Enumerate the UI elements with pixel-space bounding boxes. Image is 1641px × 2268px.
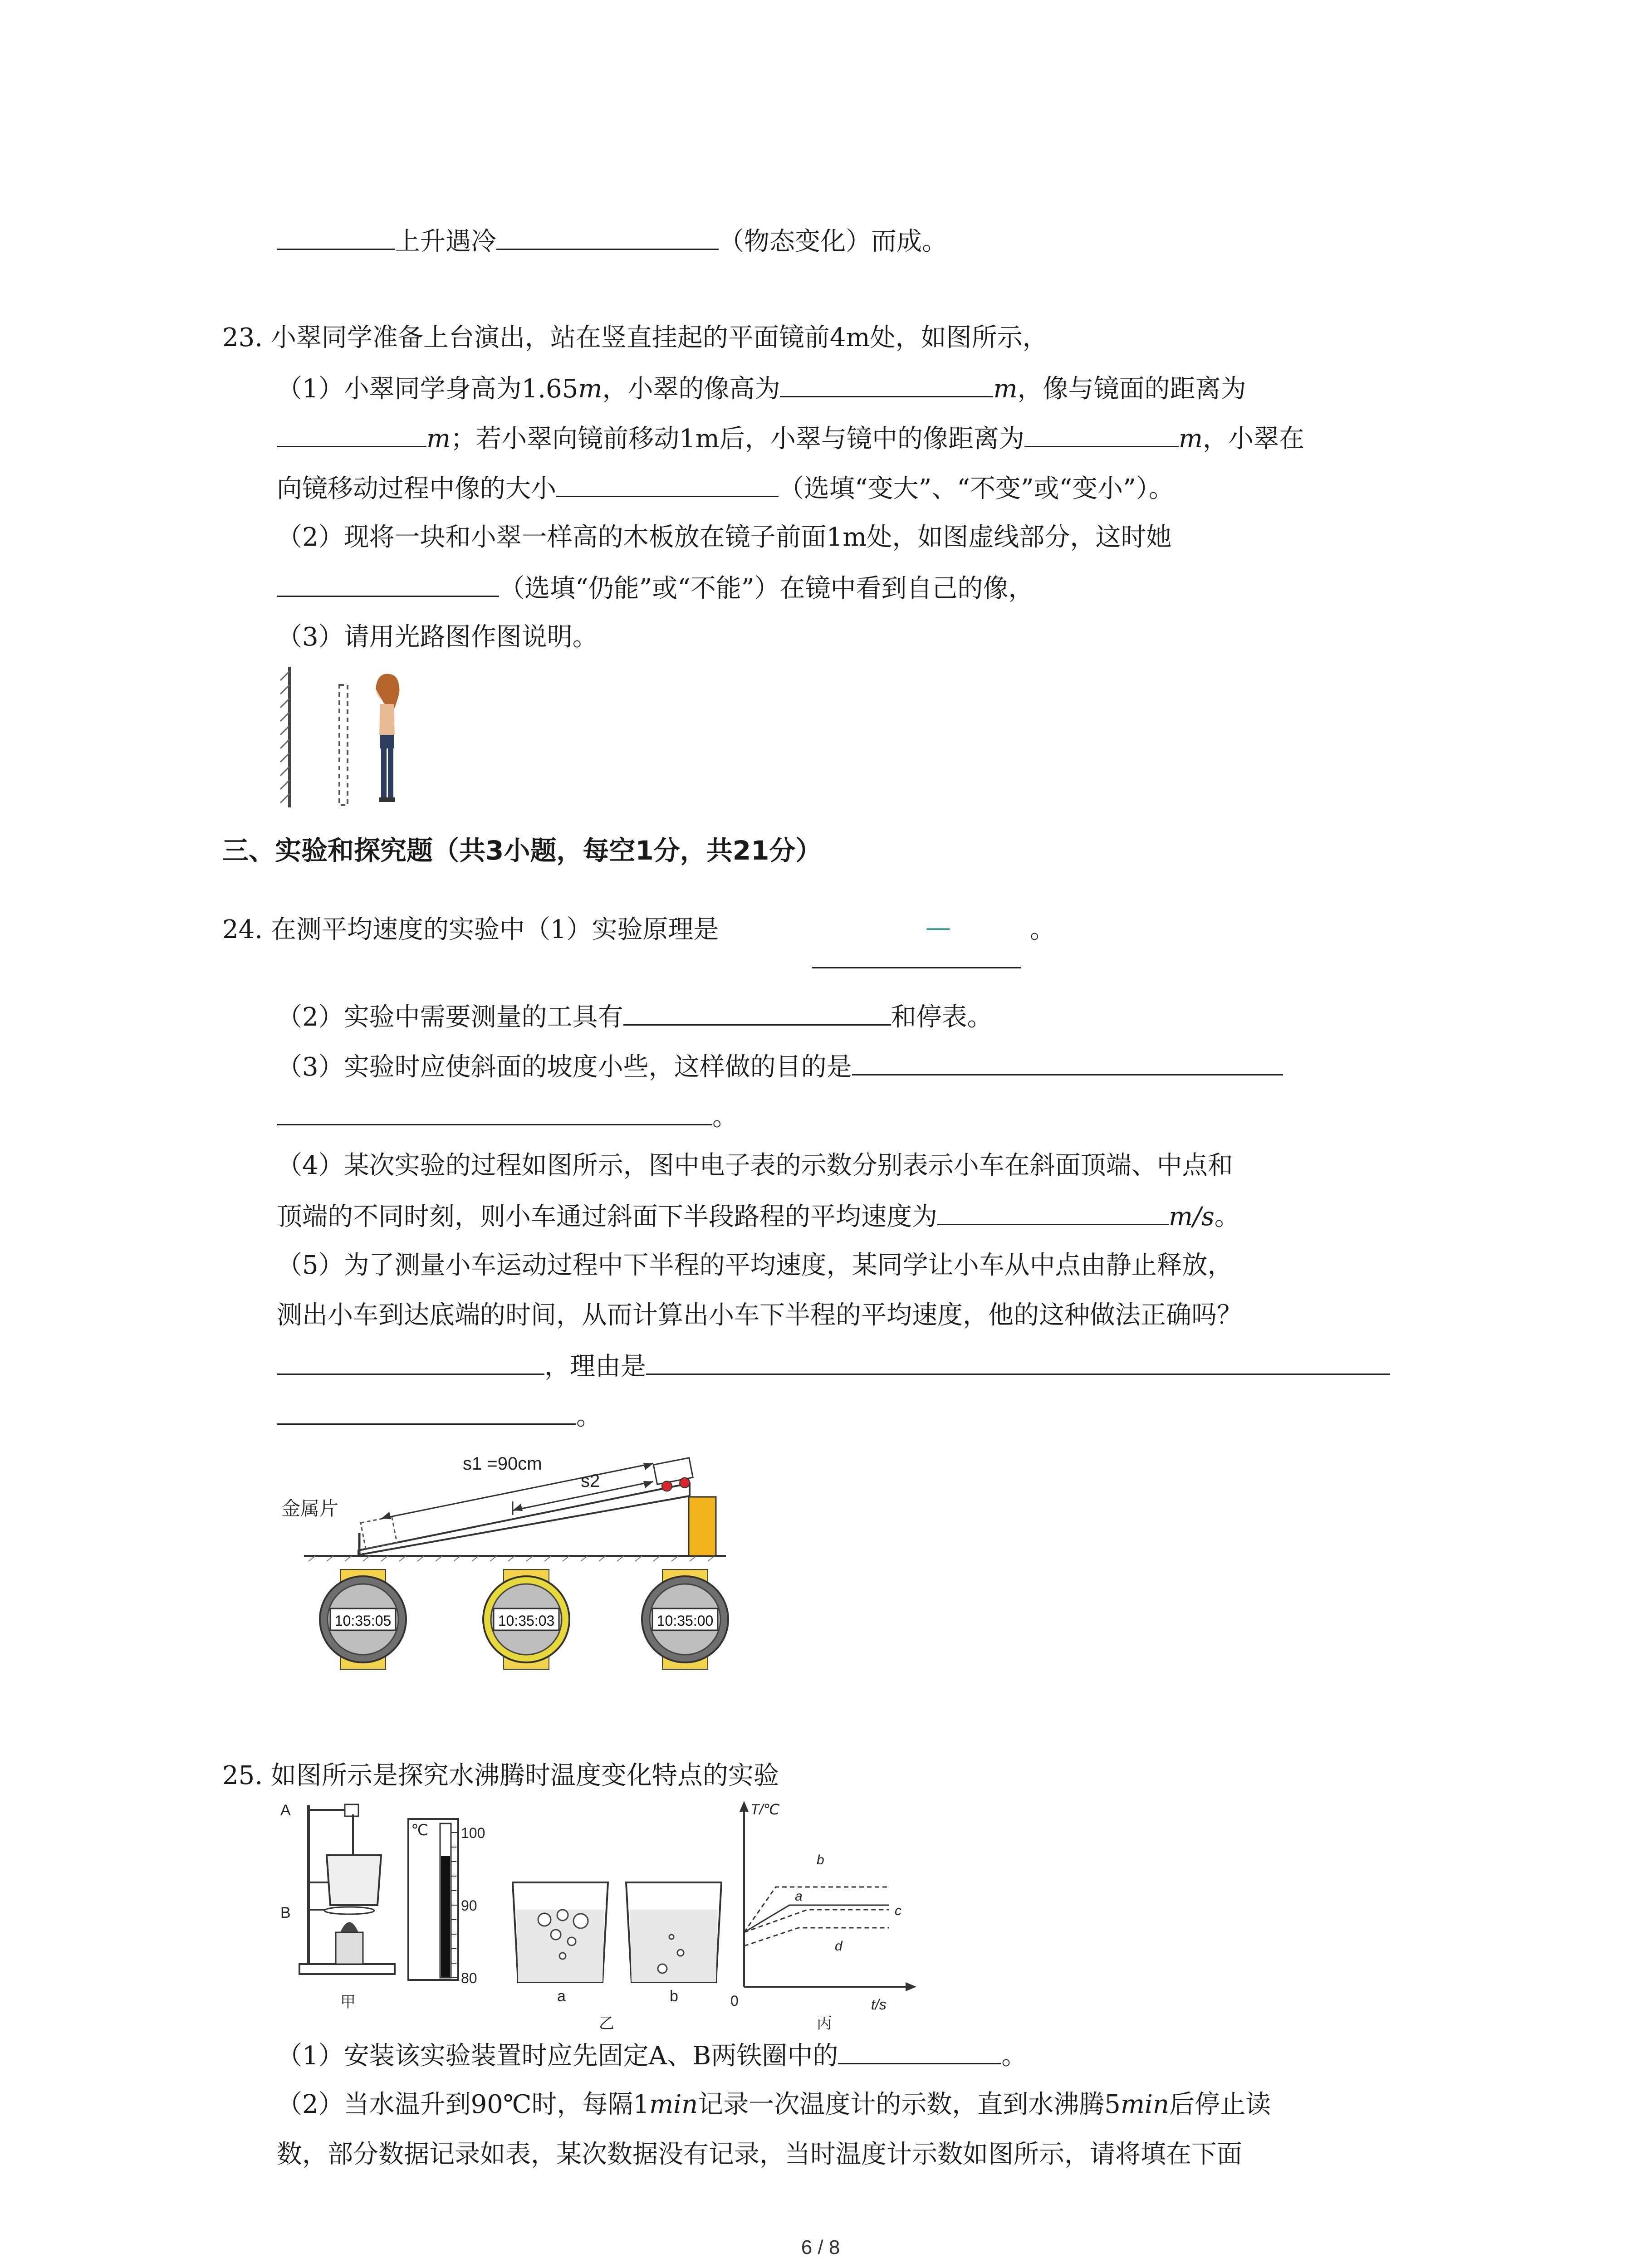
q23-text: 向镜移动过程中像的大小 xyxy=(277,474,556,503)
time-readout-2: 10:35:03 xyxy=(498,1613,555,1629)
unit-min: min xyxy=(649,2090,698,2119)
q25-stem: 25. 如图所示是探究水沸腾时温度变化特点的实验 xyxy=(222,1761,779,1790)
time-readout-3: 10:35:00 xyxy=(656,1613,714,1629)
answer-blank[interactable] xyxy=(1024,420,1179,447)
answer-blank[interactable] xyxy=(277,1397,576,1425)
curve-label-c: c xyxy=(895,1903,901,1918)
fraction-bar: — xyxy=(926,913,951,942)
answer-blank[interactable] xyxy=(852,1048,1283,1075)
q23-part1-line3 xyxy=(277,469,1174,507)
thermometer xyxy=(408,1819,485,1986)
q25-text: （1）安装该实验装置时应先固定A、B两铁圈中的 xyxy=(277,2041,838,2071)
apparatus-jia xyxy=(280,1802,395,2011)
q24-part5-line3 xyxy=(277,1347,1390,1385)
answer-blank[interactable] xyxy=(937,1198,1169,1225)
q25-text: 记录一次温度计的示数，直到水沸腾5 xyxy=(698,2090,1121,2119)
q24-part4-line2 xyxy=(277,1198,1240,1235)
unit-ms: m/s xyxy=(1169,1202,1215,1232)
q23-part1-line1 xyxy=(277,370,1246,407)
graph-origin: 0 xyxy=(730,1993,739,2009)
q24-part5-line2: 测出小车到达底端的时间，从而计算出小车下半程的平均速度，他的这种做法正确吗？ xyxy=(277,1300,1242,1330)
q24-stem xyxy=(222,912,719,948)
unit-m: m xyxy=(426,424,451,454)
q23-part3: （3）请用光路图作图说明。 xyxy=(277,622,598,652)
q24-part5-line1: （5）为了测量小车运动过程中下半程的平均速度，某同学让小车从中点由静止释放， xyxy=(277,1251,1233,1280)
q24-text: 。 xyxy=(1214,1202,1240,1232)
time-readout-1: 10:35:05 xyxy=(334,1613,392,1629)
beaker-b xyxy=(626,1882,721,2005)
support-block xyxy=(689,1497,716,1556)
incline-figure xyxy=(272,1438,753,1692)
q24-text: （3）实验时应使斜面的坡度小些，这样做的目的是 xyxy=(277,1052,852,1082)
wooden-board xyxy=(339,685,348,805)
label-a: a xyxy=(557,1988,566,2005)
q23-part1-line2 xyxy=(277,420,1304,457)
temperature-graph xyxy=(730,1801,916,2032)
q24-text: （2）实验中需要测量的工具有 xyxy=(277,1002,623,1032)
curve-label-d: d xyxy=(835,1939,843,1954)
unit-m: m xyxy=(578,374,603,404)
q24-text: 和停表。 xyxy=(891,1002,993,1032)
answer-blank[interactable] xyxy=(556,469,779,497)
thermometer-unit: ℃ xyxy=(411,1822,429,1839)
q23-part2-line1: （2）现将一块和小翠一样高的木板放在镜子前面1m处，如图虚线部分，这时她 xyxy=(277,523,1172,552)
caption-jia: 甲 xyxy=(340,1994,356,2011)
answer-blank[interactable] xyxy=(277,1098,712,1125)
q24-part2 xyxy=(277,998,993,1036)
q22-text-b: （物态变化）而成。 xyxy=(719,227,947,256)
beaker-a xyxy=(513,1882,608,2005)
graph-x-label: t/s xyxy=(871,1996,887,2013)
q25-text: （2）当水温升到90℃时，每隔1 xyxy=(277,2090,650,2119)
girl-figure xyxy=(376,674,400,802)
q23-text: ，小翠在 xyxy=(1202,424,1304,454)
inclined-plane xyxy=(358,1483,690,1555)
unit-m: m xyxy=(1178,424,1203,454)
answer-blank[interactable] xyxy=(277,420,426,447)
q24-part3 xyxy=(277,1048,1283,1085)
curve-label-b: b xyxy=(817,1853,824,1867)
page-number: 6 / 8 xyxy=(801,2236,840,2258)
label-B: B xyxy=(280,1904,291,1921)
tick-100: 100 xyxy=(461,1825,485,1841)
q22-text-a: 上升遇冷 xyxy=(395,227,496,256)
q24-part3-cont xyxy=(277,1098,738,1135)
q25-text: 。 xyxy=(1001,2041,1027,2071)
q23-text: ；若小翠向镜前移动1m后，小翠与镜中的像距离为 xyxy=(451,424,1024,454)
q24-stem-end: 。 xyxy=(1030,915,1055,944)
answer-blank[interactable] xyxy=(780,370,993,397)
q24-text: 。 xyxy=(712,1102,738,1132)
q24-text: 顶端的不同时刻，则小车通过斜面下半段路程的平均速度为 xyxy=(277,1202,937,1232)
answer-blank[interactable] xyxy=(277,569,499,597)
answer-blank[interactable] xyxy=(277,1347,544,1375)
answer-blank[interactable] xyxy=(623,998,891,1026)
q25-part1 xyxy=(277,2037,1027,2074)
q23-text: （1）小翠同学身高为1.65 xyxy=(277,374,578,404)
label-metal-plate: 金属片 xyxy=(281,1498,339,1519)
boiling-figure xyxy=(272,1796,926,2041)
q22-line xyxy=(277,222,947,260)
q25-part2-line1 xyxy=(277,2087,1271,2123)
label-s2: s2 xyxy=(581,1471,600,1491)
mirror-figure xyxy=(272,662,417,812)
q24-part4-line1: （4）某次实验的过程如图所示，图中电子表的示数分别表示小车在斜面顶端、中点和 xyxy=(277,1151,1233,1180)
unit-min: min xyxy=(1120,2090,1169,2119)
stopwatch-1 xyxy=(320,1569,406,1669)
answer-blank[interactable] xyxy=(496,222,719,250)
q24-text: ，理由是 xyxy=(544,1352,646,1381)
plane-mirror xyxy=(280,667,289,807)
q24-part5-line4 xyxy=(277,1397,602,1435)
graph-y-label: T/℃ xyxy=(750,1801,780,1818)
caption-yi: 乙 xyxy=(599,2015,614,2032)
answer-blank[interactable] xyxy=(838,2037,1001,2064)
answer-blank[interactable] xyxy=(812,966,1021,968)
stopwatch-2 xyxy=(483,1569,569,1669)
q25-part2-line2: 数，部分数据记录如表，某次数据没有记录，当时温度计示数如图所示，请将填在下面 xyxy=(277,2140,1242,2169)
q23-text: （选填“仍能”或“不能”）在镜中看到自己的像， xyxy=(499,574,1034,603)
section-3-title: 三、实验和探究题（共3小题，每空1分，共21分） xyxy=(222,835,822,866)
q23-text: ，小翠的像高为 xyxy=(602,374,780,404)
tick-90: 90 xyxy=(461,1897,477,1914)
label-A: A xyxy=(280,1802,291,1819)
q24-text: 24. 在测平均速度的实验中（1）实验原理是 xyxy=(222,915,719,944)
q23-text: ，像与镜面的距离为 xyxy=(1017,374,1246,404)
label-s1: s1 =90cm xyxy=(463,1454,542,1474)
tick-80: 80 xyxy=(461,1970,477,1986)
answer-blank[interactable] xyxy=(277,222,395,250)
q25-text: 后停止读 xyxy=(1169,2090,1271,2119)
q24-text: 。 xyxy=(576,1402,602,1431)
stopwatch-3 xyxy=(642,1569,728,1669)
answer-blank[interactable] xyxy=(646,1347,1390,1375)
caption-bing: 丙 xyxy=(817,2015,832,2032)
curve-label-a: a xyxy=(795,1889,803,1904)
q23-text: （选填“变大”、“不变”或“变小”）。 xyxy=(779,474,1174,503)
unit-m: m xyxy=(993,374,1018,404)
q23-stem: 23. 小翠同学准备上台演出，站在竖直挂起的平面镜前4m处，如图所示， xyxy=(222,323,1048,352)
q23-part2-line2 xyxy=(277,569,1034,607)
label-b: b xyxy=(670,1988,678,2005)
